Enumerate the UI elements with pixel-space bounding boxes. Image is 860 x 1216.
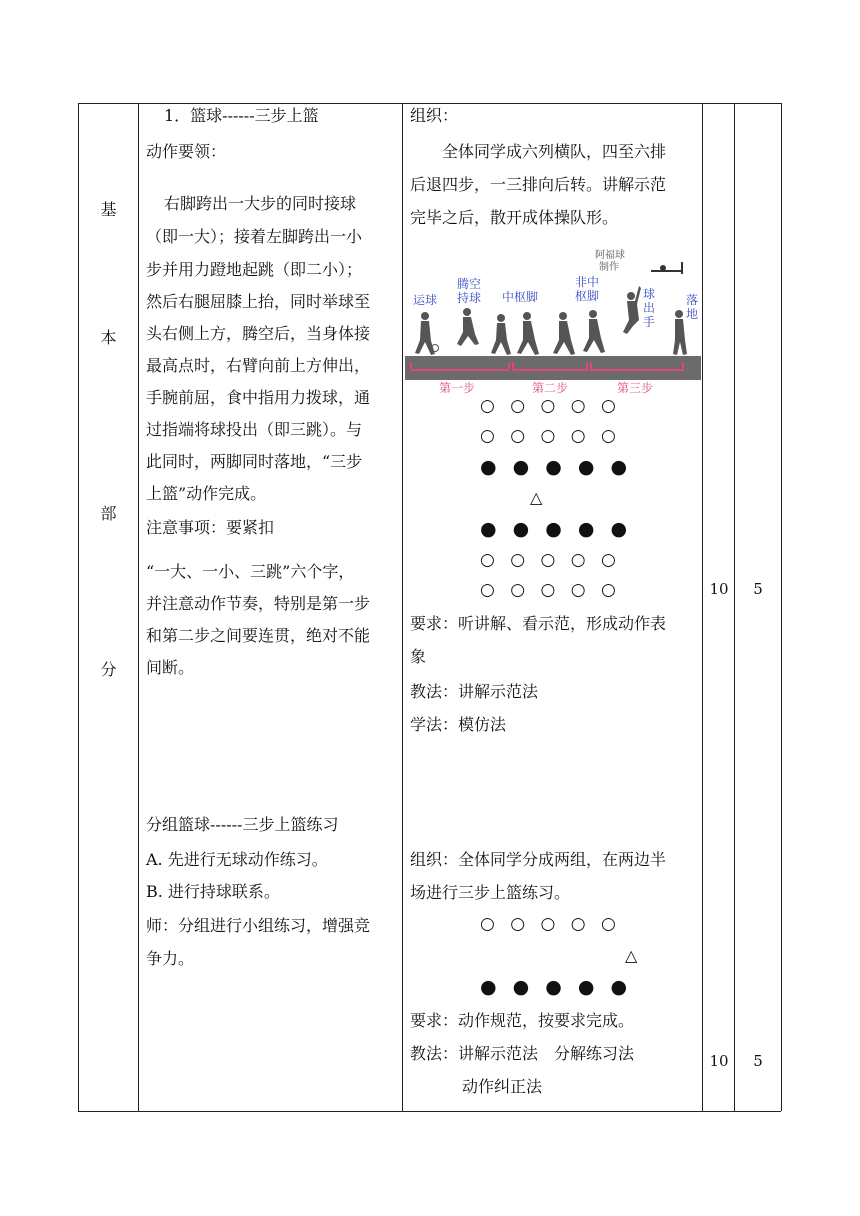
count-value: 5 [753,1052,763,1070]
org-line: 场进行三步上篮练习。 [410,883,571,902]
org-line: 组织：全体同学分成两组，在两边半 [410,850,667,869]
learning-method: 学法：模仿法 [410,715,507,734]
table-bottom-border [78,1111,781,1112]
teaching-method: 教法：讲解示范法 [410,682,539,701]
ball-icon [660,265,666,271]
phase-label: 枢脚 [575,289,600,303]
note-line: 并注意动作节奏，特别是第一步 [146,594,371,613]
content-line: 手腕前屈，食中指用力拨球，通 [146,388,371,407]
watermark-text: 阿福球 [595,250,625,261]
formation-row: ○ ○ ○ ○ ○ [480,426,621,446]
court-floor [405,356,701,380]
column-divider [402,103,403,1111]
column-divider [702,103,703,1111]
content-line: 右脚跨出一大步的同时接球 [164,194,357,213]
phase-label: 球 [643,287,656,301]
teaching-method: 教法：讲解示范法 分解练习法 [410,1044,635,1063]
section-char: 部 [100,504,117,523]
phase-label: 出 [643,301,656,315]
content-line: 过指端将球投出（即三跳）。与 [146,420,363,439]
phase-label: 中枢脚 [502,290,539,304]
org-line: 后退四步，一三排向后转。讲解示范 [410,175,667,194]
content-line: 上篮”动作完成。 [146,484,267,503]
phase-label: 运球 [413,293,438,307]
phase-label: 腾空 [457,277,482,291]
section-char: 分 [100,660,117,679]
phase-label: 非中 [575,275,600,289]
requirement-line: 要求：动作规范，按要求完成。 [410,1011,635,1030]
formation-row: ○ ○ ○ ○ ○ [480,396,621,416]
step-label: 第二步 [532,381,569,395]
teacher-marker: △ [530,488,543,507]
layup-illustration [405,246,701,398]
org-line: 完毕之后，散开成体操队形。 [410,208,619,227]
teacher-marker: △ [625,946,638,965]
formation-row: ○ ○ ○ ○ ○ [480,580,621,600]
step-label: 第一步 [439,381,476,395]
content-subtitle: 动作要领： [146,142,227,161]
formation-row: ● ● ● ● ● [480,518,633,540]
column-divider [138,103,139,1111]
content-line: 头右侧上方，腾空后，当身体接 [146,324,371,343]
phase-label: 落 [686,293,699,307]
content-line: 此同时，两脚同时落地，“三步 [146,452,363,471]
org-line: 全体同学成六列横队，四至六排 [442,142,667,161]
formation-row: ● ● ● ● ● [480,976,633,998]
phase-label: 持球 [457,291,482,305]
note-line: 间断。 [146,658,195,677]
backboard-icon [681,262,683,274]
requirement-line: 要求：听讲解、看示范，形成动作表 [410,614,667,633]
phase-label: 手 [643,315,656,329]
formation-row: ● ● ● ● ● [480,456,633,478]
note-line: “一大、一小、三跳”六个字， [146,562,355,581]
content-title: 1．篮球------三步上篮 [164,106,319,125]
org-title: 组织： [410,106,459,125]
column-divider [734,103,735,1111]
content-line: B. 进行持球联系。 [146,882,280,901]
content-line: （即一大）；接着左脚跨出一小 [146,227,363,246]
content-line: 争力。 [146,949,195,968]
step-label: 第三步 [617,381,654,395]
content-title-2: 分组篮球------三步上篮练习 [146,815,339,834]
section-char: 本 [100,328,117,347]
section-char: 基 [100,200,117,219]
note-title: 注意事项：要紧扣 [146,518,275,537]
time-value: 10 [709,1052,729,1070]
content-line: 最高点时，右臂向前上方伸出， [146,356,371,375]
content-line: 步并用力蹬地起跳（即二小）； [146,260,363,279]
time-value: 10 [709,580,729,598]
content-line: 师：分组进行小组练习，增强竞 [146,916,371,935]
note-line: 和第二步之间要连贯，绝对不能 [146,626,371,645]
phase-label: 地 [686,307,699,321]
content-line: A. 先进行无球动作练习。 [146,850,328,869]
content-line: 然后右腿屈膝上抬，同时举球至 [146,292,371,311]
requirement-line: 象 [410,647,427,666]
formation-row: ○ ○ ○ ○ ○ [480,914,621,934]
watermark-text: 制作 [599,262,619,273]
formation-row: ○ ○ ○ ○ ○ [480,550,621,570]
count-value: 5 [753,580,763,598]
teaching-method-cont: 动作纠正法 [462,1077,543,1096]
table-left-border [78,103,79,1111]
table-top-border [78,103,781,104]
table-right-border [781,103,782,1111]
hoop-icon [651,270,681,272]
